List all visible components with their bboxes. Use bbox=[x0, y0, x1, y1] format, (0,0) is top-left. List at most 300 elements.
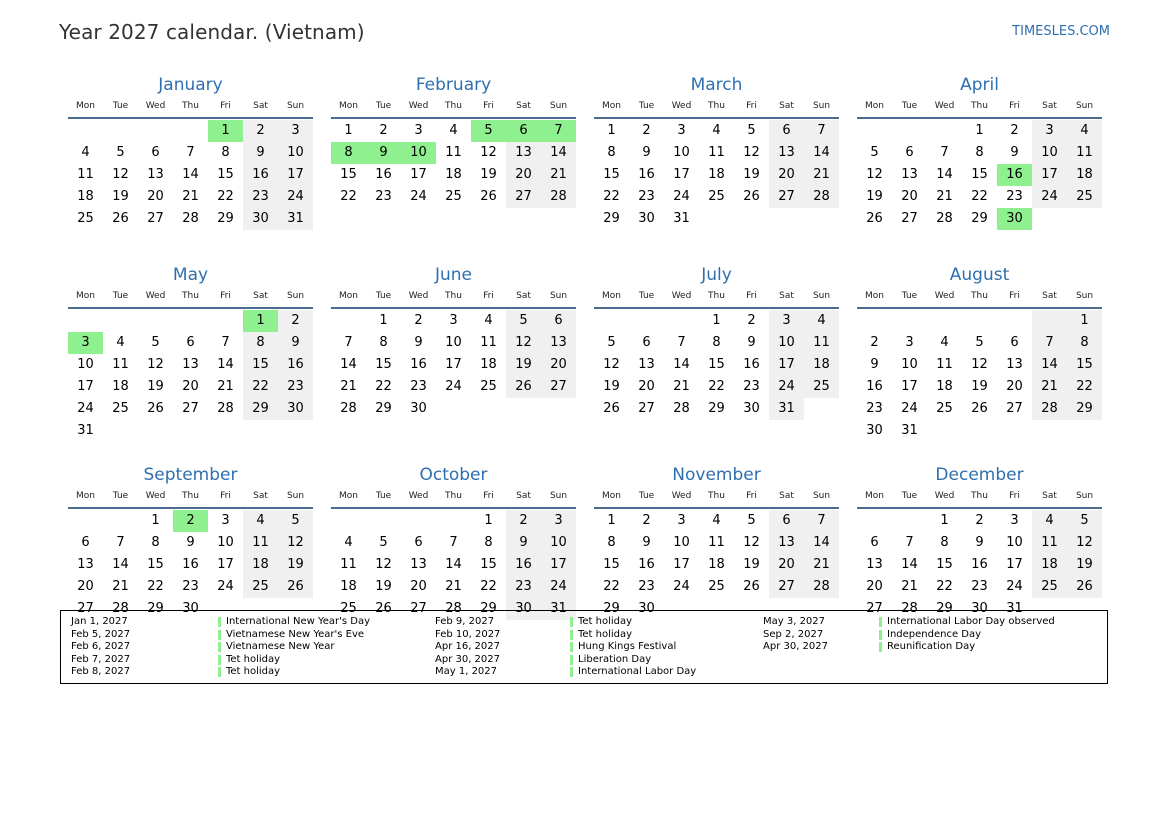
weekday-header bbox=[331, 488, 576, 509]
day-cell: 22 bbox=[147, 579, 164, 594]
holiday-day-cell: 1 bbox=[243, 310, 278, 332]
day-cell: 10 bbox=[1032, 142, 1067, 164]
day-cell: 27 bbox=[901, 211, 918, 226]
day-cell: 24 bbox=[217, 579, 234, 594]
day-cell: 6 bbox=[642, 335, 651, 350]
day-cell: 5 bbox=[278, 510, 313, 532]
holiday-date: Feb 7, 2027 bbox=[71, 653, 131, 665]
day-cell: 28 bbox=[936, 211, 953, 226]
weekday-label: Fri bbox=[220, 291, 231, 301]
holiday-marker bbox=[218, 630, 221, 640]
day-cell: 7 bbox=[344, 335, 353, 350]
day-cell: 19 bbox=[603, 379, 620, 394]
day-cell: 1 bbox=[975, 123, 984, 138]
month-may bbox=[68, 264, 313, 454]
day-cell: 26 bbox=[743, 579, 760, 594]
empty-cell bbox=[138, 120, 173, 142]
holiday-marker bbox=[218, 617, 221, 627]
day-cell: 4 bbox=[712, 513, 721, 528]
day-cell: 3 bbox=[1010, 513, 1019, 528]
weekday-label: Mon bbox=[76, 101, 95, 111]
day-cell: 29 bbox=[480, 601, 497, 616]
empty-cell bbox=[927, 420, 962, 442]
day-cell: 22 bbox=[1067, 376, 1102, 398]
day-cell: 20 bbox=[77, 579, 94, 594]
day-cell: 21 bbox=[340, 379, 357, 394]
weekday-label: Sat bbox=[253, 291, 268, 301]
day-cell: 9 bbox=[642, 535, 651, 550]
day-cell: 15 bbox=[603, 167, 620, 182]
day-cell: 14 bbox=[340, 357, 357, 372]
holiday-legend bbox=[60, 610, 1108, 684]
day-cell: 21 bbox=[804, 164, 839, 186]
empty-cell bbox=[857, 510, 892, 532]
day-cell: 1 bbox=[379, 313, 388, 328]
weekday-label: Fri bbox=[746, 101, 757, 111]
empty-cell bbox=[436, 510, 471, 532]
day-cell: 12 bbox=[112, 167, 129, 182]
holiday-name: Independence Day bbox=[887, 628, 982, 640]
day-cell: 11 bbox=[112, 357, 129, 372]
day-cell: 2 bbox=[642, 513, 651, 528]
day-cell: 6 bbox=[769, 510, 804, 532]
day-cell: 20 bbox=[1006, 379, 1023, 394]
weekday-header bbox=[68, 98, 313, 119]
day-cell: 26 bbox=[147, 401, 164, 416]
day-cell: 12 bbox=[743, 145, 760, 160]
day-cell: 18 bbox=[936, 379, 953, 394]
day-cell: 5 bbox=[116, 145, 125, 160]
day-cell: 27 bbox=[410, 601, 427, 616]
holiday-date: Jan 1, 2027 bbox=[71, 616, 128, 627]
empty-cell bbox=[927, 120, 962, 142]
weekday-label: Sun bbox=[286, 491, 305, 501]
day-cell: 9 bbox=[975, 535, 984, 550]
weekday-label: Wed bbox=[408, 291, 429, 301]
day-cell: 19 bbox=[112, 189, 129, 204]
empty-cell bbox=[1032, 208, 1067, 230]
day-cell: 24 bbox=[410, 189, 427, 204]
day-cell: 4 bbox=[116, 335, 125, 350]
holiday-day-cell: 1 bbox=[208, 120, 243, 142]
day-cell: 28 bbox=[541, 186, 576, 208]
days-grid bbox=[68, 120, 313, 230]
weekday-label: Mon bbox=[602, 101, 621, 111]
day-cell: 29 bbox=[603, 601, 620, 616]
weekday-header bbox=[331, 288, 576, 309]
day-cell: 22 bbox=[936, 579, 953, 594]
day-cell: 28 bbox=[217, 401, 234, 416]
day-cell: 16 bbox=[243, 164, 278, 186]
day-cell: 25 bbox=[936, 401, 953, 416]
days-grid bbox=[857, 310, 1102, 442]
day-cell: 11 bbox=[1067, 142, 1102, 164]
day-cell: 22 bbox=[480, 579, 497, 594]
day-cell: 10 bbox=[541, 532, 576, 554]
day-cell: 22 bbox=[217, 189, 234, 204]
day-cell: 2 bbox=[747, 313, 756, 328]
weekday-label: Sun bbox=[549, 291, 568, 301]
day-cell: 12 bbox=[1067, 532, 1102, 554]
empty-cell bbox=[103, 310, 138, 332]
days-grid bbox=[857, 120, 1102, 230]
empty-cell bbox=[804, 208, 839, 230]
day-cell: 15 bbox=[340, 167, 357, 182]
day-cell: 7 bbox=[905, 535, 914, 550]
day-cell: 28 bbox=[804, 576, 839, 598]
day-cell: 22 bbox=[708, 379, 725, 394]
empty-cell bbox=[892, 510, 927, 532]
day-cell: 10 bbox=[673, 535, 690, 550]
day-cell: 1 bbox=[1067, 310, 1102, 332]
empty-cell bbox=[436, 398, 471, 420]
empty-cell bbox=[857, 120, 892, 142]
day-cell: 5 bbox=[747, 513, 756, 528]
empty-cell bbox=[734, 208, 769, 230]
weekday-label: Wed bbox=[145, 291, 166, 301]
weekday-label: Wed bbox=[671, 491, 692, 501]
day-cell: 23 bbox=[182, 579, 199, 594]
weekday-label: Fri bbox=[1009, 101, 1020, 111]
day-cell: 12 bbox=[480, 145, 497, 160]
day-cell: 10 bbox=[217, 535, 234, 550]
days-grid bbox=[857, 510, 1102, 620]
day-cell: 25 bbox=[340, 601, 357, 616]
day-cell: 17 bbox=[673, 557, 690, 572]
day-cell: 6 bbox=[870, 535, 879, 550]
day-cell: 21 bbox=[112, 579, 129, 594]
day-cell: 28 bbox=[901, 601, 918, 616]
days-grid bbox=[68, 510, 313, 620]
weekday-label: Thu bbox=[182, 491, 199, 501]
day-cell: 12 bbox=[866, 167, 883, 182]
day-cell: 18 bbox=[480, 357, 497, 372]
day-cell: 14 bbox=[901, 557, 918, 572]
day-cell: 26 bbox=[480, 189, 497, 204]
month-march bbox=[594, 74, 839, 264]
holiday-day-cell: 5 bbox=[471, 120, 506, 142]
day-cell: 3 bbox=[1032, 120, 1067, 142]
weekday-label: Sat bbox=[516, 491, 531, 501]
day-cell: 27 bbox=[866, 601, 883, 616]
empty-cell bbox=[594, 310, 629, 332]
weekday-header bbox=[331, 98, 576, 119]
weekday-label: Mon bbox=[602, 291, 621, 301]
day-cell: 29 bbox=[936, 601, 953, 616]
day-cell: 7 bbox=[449, 535, 458, 550]
day-cell: 15 bbox=[480, 557, 497, 572]
day-cell: 30 bbox=[243, 208, 278, 230]
day-cell: 9 bbox=[642, 145, 651, 160]
day-cell: 22 bbox=[243, 376, 278, 398]
day-cell: 31 bbox=[278, 208, 313, 230]
day-cell: 24 bbox=[541, 576, 576, 598]
holiday-day-cell: 7 bbox=[541, 120, 576, 142]
day-cell: 19 bbox=[375, 579, 392, 594]
holiday-date: May 3, 2027 bbox=[763, 616, 826, 627]
day-cell: 23 bbox=[638, 579, 655, 594]
weekday-label: Wed bbox=[145, 101, 166, 111]
empty-cell bbox=[173, 120, 208, 142]
month-january bbox=[68, 74, 313, 264]
day-cell: 6 bbox=[541, 310, 576, 332]
day-cell: 27 bbox=[506, 186, 541, 208]
empty-cell bbox=[278, 420, 313, 442]
day-cell: 14 bbox=[217, 357, 234, 372]
day-cell: 2 bbox=[379, 123, 388, 138]
day-cell: 8 bbox=[607, 145, 616, 160]
holiday-name: Tet holiday bbox=[226, 653, 281, 665]
holiday-name: International Labor Day bbox=[578, 666, 697, 678]
day-cell: 1 bbox=[607, 123, 616, 138]
weekday-label: Sat bbox=[253, 101, 268, 111]
day-cell: 5 bbox=[607, 335, 616, 350]
day-cell: 10 bbox=[901, 357, 918, 372]
weekday-label: Mon bbox=[339, 101, 358, 111]
day-cell: 4 bbox=[804, 310, 839, 332]
day-cell: 23 bbox=[243, 186, 278, 208]
day-cell: 5 bbox=[975, 335, 984, 350]
day-cell: 27 bbox=[769, 576, 804, 598]
day-cell: 28 bbox=[673, 401, 690, 416]
month-june bbox=[331, 264, 576, 454]
day-cell: 6 bbox=[1010, 335, 1019, 350]
day-cell: 18 bbox=[804, 354, 839, 376]
holiday-name: Tet holiday bbox=[226, 666, 281, 678]
day-cell: 4 bbox=[243, 510, 278, 532]
day-cell: 18 bbox=[708, 557, 725, 572]
page-title: Year 2027 calendar. (Vietnam) bbox=[59, 20, 365, 44]
holiday-marker bbox=[570, 667, 573, 677]
weekday-label: Fri bbox=[746, 291, 757, 301]
weekday-label: Sat bbox=[516, 101, 531, 111]
day-cell: 29 bbox=[217, 211, 234, 226]
weekday-label: Mon bbox=[602, 491, 621, 501]
day-cell: 28 bbox=[182, 211, 199, 226]
day-cell: 17 bbox=[769, 354, 804, 376]
day-cell: 30 bbox=[638, 601, 655, 616]
weekday-header bbox=[857, 288, 1102, 309]
day-cell: 20 bbox=[866, 579, 883, 594]
day-cell: 7 bbox=[940, 145, 949, 160]
weekday-label: Tue bbox=[638, 291, 655, 301]
day-cell: 16 bbox=[278, 354, 313, 376]
day-cell: 8 bbox=[243, 332, 278, 354]
days-grid bbox=[594, 310, 839, 420]
day-cell: 12 bbox=[147, 357, 164, 372]
holiday-day-cell: 3 bbox=[68, 332, 103, 354]
weekday-label: Wed bbox=[934, 291, 955, 301]
holiday-name: Hung Kings Festival bbox=[578, 641, 677, 653]
day-cell: 30 bbox=[278, 398, 313, 420]
day-cell: 24 bbox=[77, 401, 94, 416]
day-cell: 1 bbox=[940, 513, 949, 528]
day-cell: 13 bbox=[769, 142, 804, 164]
weekday-label: Thu bbox=[445, 491, 462, 501]
day-cell: 8 bbox=[940, 535, 949, 550]
month-name: July bbox=[701, 265, 732, 285]
weekday-label: Sun bbox=[1075, 491, 1094, 501]
weekday-label: Sun bbox=[812, 291, 831, 301]
day-cell: 3 bbox=[278, 120, 313, 142]
day-cell: 16 bbox=[410, 357, 427, 372]
day-cell: 15 bbox=[1067, 354, 1102, 376]
day-cell: 27 bbox=[77, 601, 94, 616]
weekday-label: Mon bbox=[76, 491, 95, 501]
day-cell: 25 bbox=[708, 579, 725, 594]
day-cell: 18 bbox=[340, 579, 357, 594]
month-name: April bbox=[960, 75, 999, 95]
empty-cell bbox=[892, 120, 927, 142]
day-cell: 6 bbox=[81, 535, 90, 550]
day-cell: 14 bbox=[804, 532, 839, 554]
day-cell: 11 bbox=[77, 167, 94, 182]
day-cell: 20 bbox=[901, 189, 918, 204]
day-cell: 12 bbox=[743, 535, 760, 550]
day-cell: 2 bbox=[414, 313, 423, 328]
weekday-label: Sat bbox=[779, 491, 794, 501]
weekday-label: Tue bbox=[375, 291, 392, 301]
day-cell: 31 bbox=[673, 211, 690, 226]
day-cell: 19 bbox=[506, 354, 541, 376]
day-cell: 5 bbox=[870, 145, 879, 160]
day-cell: 10 bbox=[1006, 535, 1023, 550]
holiday-name: Reunification Day bbox=[887, 641, 976, 653]
day-cell: 26 bbox=[375, 601, 392, 616]
day-cell: 23 bbox=[971, 579, 988, 594]
empty-cell bbox=[664, 310, 699, 332]
weekday-label: Tue bbox=[375, 491, 392, 501]
day-cell: 17 bbox=[901, 379, 918, 394]
empty-cell bbox=[208, 310, 243, 332]
day-cell: 23 bbox=[1006, 189, 1023, 204]
holiday-date: Apr 30, 2027 bbox=[763, 641, 829, 653]
empty-cell bbox=[103, 420, 138, 442]
day-cell: 8 bbox=[379, 335, 388, 350]
day-cell: 13 bbox=[410, 557, 427, 572]
months-grid bbox=[68, 74, 1102, 654]
month-august bbox=[857, 264, 1102, 454]
holiday-name: International New Year's Day bbox=[226, 616, 371, 627]
day-cell: 20 bbox=[410, 579, 427, 594]
weekday-header bbox=[594, 98, 839, 119]
day-cell: 9 bbox=[747, 335, 756, 350]
site-link[interactable]: TIMESLES.COM bbox=[1012, 24, 1110, 39]
weekday-label: Mon bbox=[865, 291, 884, 301]
day-cell: 20 bbox=[506, 164, 541, 186]
day-cell: 18 bbox=[112, 379, 129, 394]
day-cell: 4 bbox=[81, 145, 90, 160]
weekday-label: Sun bbox=[1075, 101, 1094, 111]
day-cell: 22 bbox=[340, 189, 357, 204]
empty-cell bbox=[103, 120, 138, 142]
day-cell: 19 bbox=[866, 189, 883, 204]
day-cell: 7 bbox=[186, 145, 195, 160]
day-cell: 10 bbox=[77, 357, 94, 372]
month-name: March bbox=[690, 75, 743, 95]
day-cell: 3 bbox=[414, 123, 423, 138]
day-cell: 16 bbox=[638, 167, 655, 182]
holiday-date: Apr 30, 2027 bbox=[435, 653, 501, 665]
day-cell: 21 bbox=[217, 379, 234, 394]
empty-cell bbox=[68, 120, 103, 142]
holiday-marker bbox=[570, 630, 573, 640]
weekday-label: Fri bbox=[1009, 491, 1020, 501]
days-grid bbox=[594, 510, 839, 620]
holiday-date: Apr 16, 2027 bbox=[435, 641, 501, 653]
day-cell: 20 bbox=[638, 379, 655, 394]
day-cell: 11 bbox=[243, 532, 278, 554]
weekday-label: Fri bbox=[483, 101, 494, 111]
day-cell: 19 bbox=[743, 557, 760, 572]
weekday-label: Sun bbox=[549, 101, 568, 111]
day-cell: 29 bbox=[1067, 398, 1102, 420]
day-cell: 23 bbox=[638, 189, 655, 204]
holiday-date: Feb 6, 2027 bbox=[71, 641, 131, 653]
empty-cell bbox=[208, 420, 243, 442]
day-cell: 7 bbox=[221, 335, 230, 350]
day-cell: 29 bbox=[603, 211, 620, 226]
day-cell: 13 bbox=[769, 532, 804, 554]
day-cell: 9 bbox=[186, 535, 195, 550]
day-cell: 26 bbox=[971, 401, 988, 416]
day-cell: 14 bbox=[673, 357, 690, 372]
empty-cell bbox=[1032, 420, 1067, 442]
day-cell: 4 bbox=[344, 535, 353, 550]
weekday-label: Fri bbox=[220, 101, 231, 111]
day-cell: 17 bbox=[673, 167, 690, 182]
day-cell: 25 bbox=[1032, 576, 1067, 598]
day-cell: 17 bbox=[410, 167, 427, 182]
day-cell: 11 bbox=[480, 335, 497, 350]
month-name: May bbox=[172, 265, 209, 285]
day-cell: 4 bbox=[712, 123, 721, 138]
day-cell: 11 bbox=[708, 535, 725, 550]
day-cell: 2 bbox=[975, 513, 984, 528]
weekday-label: Fri bbox=[746, 491, 757, 501]
weekday-header bbox=[594, 488, 839, 509]
day-cell: 11 bbox=[340, 557, 357, 572]
day-cell: 9 bbox=[506, 532, 541, 554]
weekday-label: Sat bbox=[779, 101, 794, 111]
day-cell: 21 bbox=[182, 189, 199, 204]
day-cell: 29 bbox=[375, 401, 392, 416]
weekday-label: Mon bbox=[865, 491, 884, 501]
day-cell: 25 bbox=[112, 401, 129, 416]
month-name: August bbox=[949, 265, 1010, 285]
empty-cell bbox=[962, 310, 997, 332]
empty-cell bbox=[629, 310, 664, 332]
day-cell: 15 bbox=[375, 357, 392, 372]
day-cell: 31 bbox=[769, 398, 804, 420]
holiday-marker bbox=[218, 655, 221, 665]
day-cell: 18 bbox=[708, 167, 725, 182]
day-cell: 16 bbox=[375, 167, 392, 182]
day-cell: 30 bbox=[410, 401, 427, 416]
weekday-label: Thu bbox=[182, 291, 199, 301]
day-cell: 11 bbox=[804, 332, 839, 354]
weekday-label: Thu bbox=[708, 291, 725, 301]
day-cell: 15 bbox=[217, 167, 234, 182]
day-cell: 15 bbox=[936, 557, 953, 572]
weekday-label: Tue bbox=[112, 101, 129, 111]
holiday-name: Tet holiday bbox=[578, 628, 633, 640]
day-cell: 13 bbox=[506, 142, 541, 164]
weekday-label: Thu bbox=[708, 491, 725, 501]
holiday-date: Sep 2, 2027 bbox=[763, 628, 824, 640]
day-cell: 20 bbox=[769, 554, 804, 576]
day-cell: 28 bbox=[340, 401, 357, 416]
